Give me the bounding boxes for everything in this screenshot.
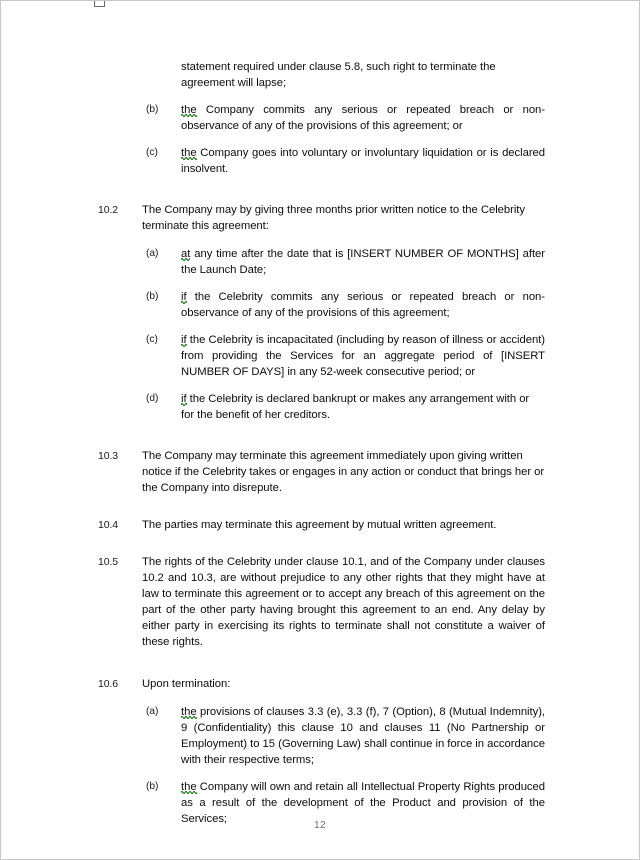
list-item [1, 332, 640, 380]
clause-text: The parties may terminate this agreement by mutual written agreement. [142, 519, 497, 531]
grammar-flagged-word: the [181, 104, 197, 116]
page-top-tab-marker [94, 1, 105, 7]
list-item-label: (b) [146, 104, 159, 115]
list-item-body: Company commits any serious or repeated breach or non-observance of any of the provisions of this agreement; or [181, 104, 545, 132]
clause-number: 10.3 [98, 450, 119, 462]
list-item-label: (a) [146, 248, 159, 259]
list-item-label: (b) [146, 291, 159, 302]
list-item [1, 102, 640, 134]
section-gap [1, 188, 640, 202]
clause-10-2 [1, 202, 640, 234]
list-item-body: the Celebrity is declared bankrupt or makes any arrangement with or for the benefit of her creditors. [181, 393, 530, 421]
section-gap [1, 508, 640, 517]
page-number: 12 [314, 820, 326, 831]
clause-text: Upon termination: [142, 678, 231, 690]
list-item-label: (c) [146, 334, 158, 345]
clause-text: The rights of the Celebrity under clause 10.1, and of the Company under clauses 10.2 and 10.3, are without prejudice to any other rights that they might have at law to terminate this agreement or to accept any breach of this agreement on the part of the other party having brought this agreement to an end. Any delay by either party in exercising its rights to terminate shall not constitute a waiver of these rights. [142, 556, 545, 648]
carryover-paragraph [1, 59, 640, 91]
section-gap [1, 662, 640, 676]
list-item-label: (d) [146, 393, 159, 404]
list-item-label: (b) [146, 781, 159, 792]
clause-10-5 [1, 554, 640, 650]
clause-number: 10.6 [98, 678, 119, 690]
list-item-text [181, 391, 545, 423]
grammar-flagged-word: if [181, 393, 187, 405]
list-item-text [181, 332, 545, 380]
list-item [1, 391, 640, 423]
section-gap [1, 545, 640, 554]
grammar-flagged-word: the [181, 781, 197, 793]
clause-10-6 [1, 676, 640, 692]
list-item-text [181, 289, 545, 321]
grammar-flagged-word: the [181, 706, 197, 718]
clause-number: 10.5 [98, 556, 119, 568]
section-gap [1, 434, 640, 448]
clause-number: 10.2 [98, 204, 119, 216]
clause-text: The Company may terminate this agreement immediately upon giving written notice if the Celebrity takes or engages in any action or conduct that brings her or the Company into disrepute. [142, 450, 545, 494]
list-item-label: (a) [146, 706, 159, 717]
list-item-text [181, 704, 545, 768]
clause-number: 10.4 [98, 519, 119, 531]
list-item-text [181, 246, 545, 278]
list-item-text [181, 102, 545, 134]
list-item [1, 145, 640, 177]
carryover-text: statement required under clause 5.8, such right to terminate the agreement will lapse; [181, 61, 496, 89]
list-item [1, 246, 640, 278]
grammar-flagged-word: if [181, 334, 187, 346]
clause-10-3 [1, 448, 640, 496]
list-item-text [181, 145, 545, 177]
list-item-body: Company will own and retain all Intellectual Property Rights produced as a result of the development of the Product and provision of the Services; [181, 781, 545, 825]
list-item-body: any time after the date that is [INSERT NUMBER OF MONTHS] after the Launch Date; [181, 248, 545, 276]
grammar-flagged-word: if [181, 291, 187, 303]
grammar-flagged-word: the [181, 147, 197, 159]
list-item-body: the Celebrity is incapacitated (including by reason of illness or accident) from providing the Services for an aggregate period of [INSERT NUMBER OF DAYS] in any 52-week consecutive period; or [181, 334, 545, 378]
clause-text: The Company may by giving three months prior written notice to the Celebrity terminate this agreement: [142, 204, 525, 232]
list-item-label: (c) [146, 147, 158, 158]
list-item-body: provisions of clauses 3.3 (e), 3.3 (f), 7 (Option), 8 (Mutual Indemnity), 9 (Confidentiality) this clause 10 and clauses 11 (No Partnership or Employment) to 15 (Governing Law) shall continue in force in accordance with their respective terms; [181, 706, 545, 766]
list-item [1, 289, 640, 321]
page-content [1, 59, 640, 838]
list-item [1, 704, 640, 768]
list-item-body: Company goes into voluntary or involuntary liquidation or is declared insolvent. [181, 147, 545, 175]
list-item-body: the Celebrity commits any serious or repeated breach or non-observance of any of the provisions of this agreement; [181, 291, 545, 319]
clause-10-4 [1, 517, 640, 533]
grammar-flagged-word: at [181, 248, 191, 260]
